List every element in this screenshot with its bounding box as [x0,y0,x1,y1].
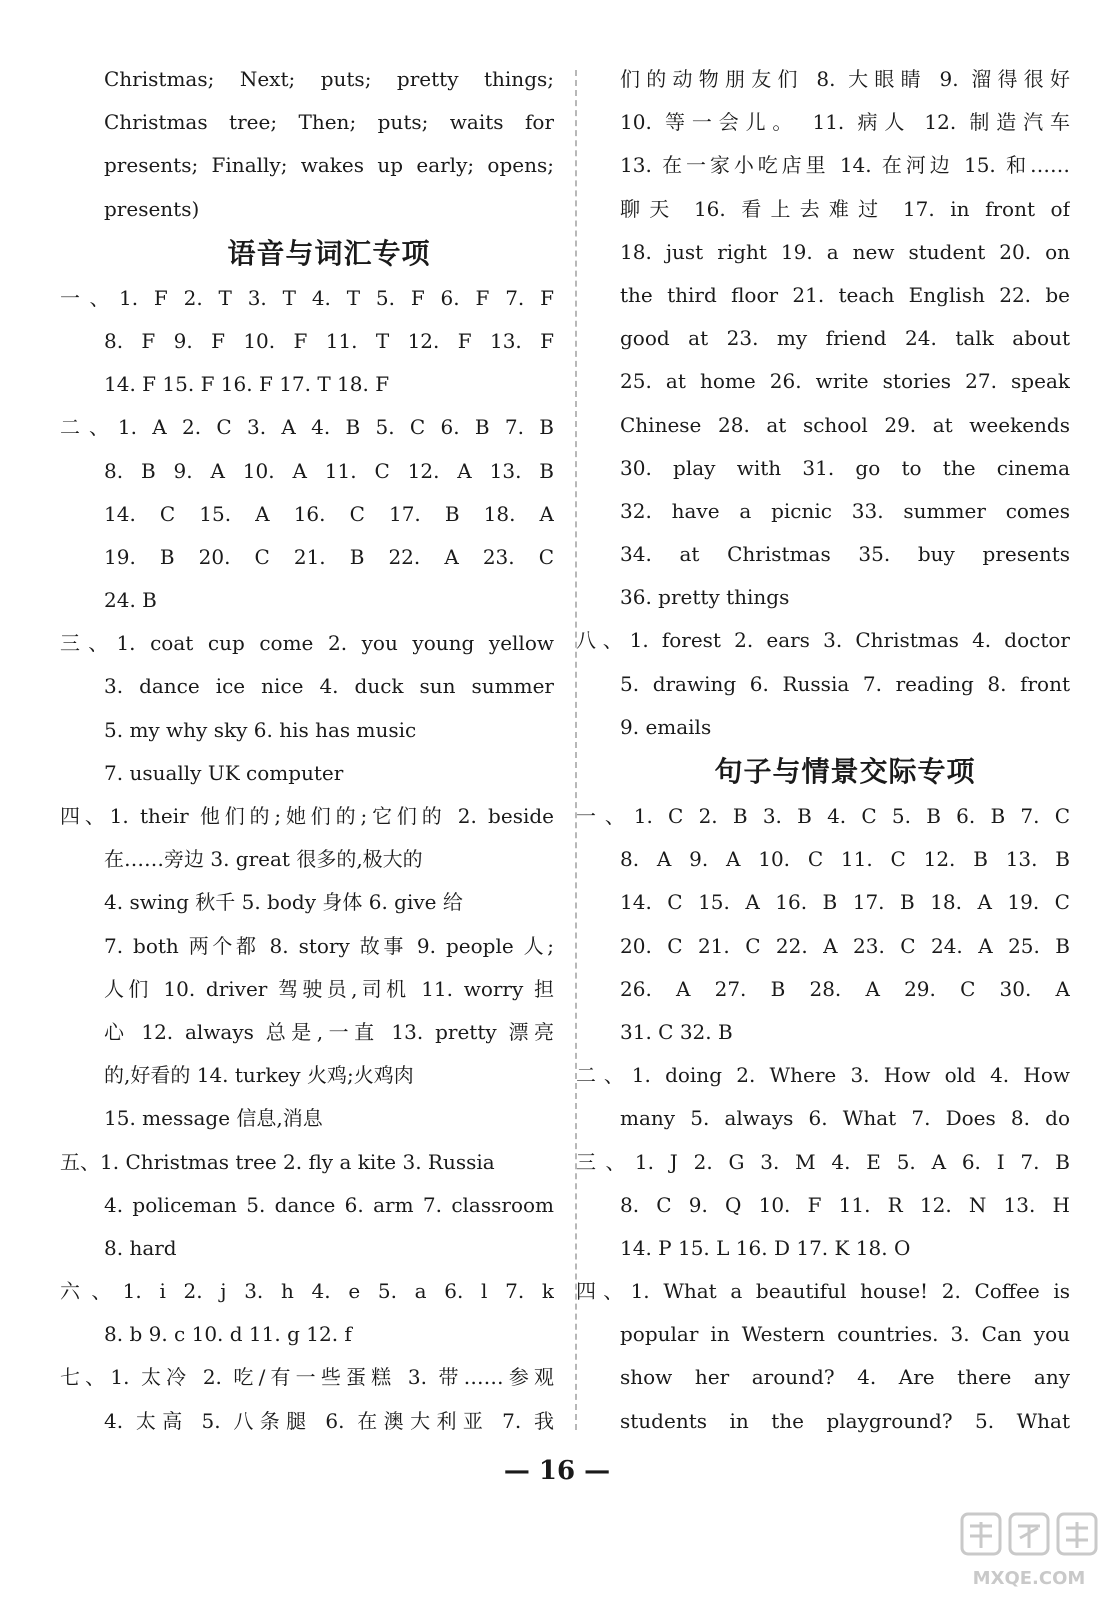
answer-line: 14. F 15. F 16. F 17. T 18. F [104,372,390,397]
answer-line: 14. C 15. A 16. C 17. B 18. A [104,501,554,526]
answer-line: 10. 等一会儿。 11. 病人 12. 制造汽车 [620,110,1070,135]
answer-line: many 5. always 6. What 7. Does 8. do [620,1106,1070,1131]
answer-line: 8. A 9. A 10. C 11. C 12. B 13. B [620,847,1070,872]
answer-line: 7. usually UK computer [104,760,344,785]
answer-line: 在……旁边 3. great 很多的,极大的 [104,847,423,872]
answer-line: 8. C 9. Q 10. F 11. R 12. N 13. H [620,1192,1070,1217]
answer-line: 4. swing 秋千 5. body 身体 6. give 给 [104,890,463,915]
answer-line: 34. at Christmas 35. buy presents [620,542,1070,567]
answer-line: 二、1. doing 2. Where 3. How old 4. How [576,1063,1070,1088]
answer-line: 14. P 15. L 16. D 17. K 18. O [620,1235,911,1260]
answer-line: 18. just right 19. a new student 20. on [620,239,1070,264]
answer-line: 心 12. always 总是,一直 13. pretty 漂亮 [104,1019,554,1044]
answer-line: 9. emails [620,714,712,739]
section-heading: 语音与词汇专项 [227,236,431,270]
answer-line: 3. dance ice nice 4. duck sun summer [104,674,554,699]
answer-line: 8. hard [104,1235,177,1260]
watermark-text: MXQE.COM [972,1568,1086,1589]
answer-line: presents; Finally; wakes up early; opens; [104,153,554,178]
answer-line: 13. 在一家小吃店里 14. 在河边 15. 和…… [620,153,1070,178]
answer-line: 5. my why sky 6. his has music [104,717,417,742]
answer-line: 二、1. A 2. C 3. A 4. B 5. C 6. B 7. B [60,415,554,440]
answer-line: popular in Western countries. 3. Can you [620,1322,1070,1347]
page-number: — 16 — [503,1456,611,1486]
answer-line: 25. at home 26. write stories 27. speak [620,369,1070,394]
answer-line: 八、1. forest 2. ears 3. Christmas 4. doctor [576,628,1070,653]
answer-line: presents) [104,196,200,221]
watermark-logo [954,1508,1104,1594]
answer-line: 5. drawing 6. Russia 7. reading 8. front [620,671,1070,696]
answer-line: 的,好看的 14. turkey 火鸡;火鸡肉 [104,1063,414,1088]
answer-line: 8. F 9. F 10. F 11. T 12. F 13. F [104,328,554,353]
answer-line: 30. play with 31. go to the cinema [620,455,1070,480]
answer-line: 三、1. J 2. G 3. M 4. E 5. A 6. I 7. B [576,1149,1070,1174]
answer-line: 4. policeman 5. dance 6. arm 7. classroom [104,1192,554,1217]
answer-line: 8. B 9. A 10. A 11. C 12. A 13. B [104,458,554,483]
answer-line: 8. b 9. c 10. d 11. g 12. f [104,1322,352,1347]
answer-line: 四、1. their 他们的;她们的;它们的 2. beside [60,804,554,828]
answer-line: 一、1. C 2. B 3. B 4. C 5. B 6. B 7. C [576,804,1070,828]
left-column [60,58,554,1443]
section-heading: 句子与情景交际专项 [714,755,976,788]
answer-line: good at 23. my friend 24. talk about [620,326,1070,351]
answer-line: show her around? 4. Are there any [620,1365,1070,1390]
answer-line: 三、1. coat cup come 2. you young yellow [60,631,554,656]
watermark-stamp-icon [962,1514,1096,1554]
answer-line: 19. B 20. C 21. B 22. A 23. C [104,544,554,569]
answer-line: 26. A 27. B 28. A 29. C 30. A [620,976,1070,1001]
answer-line: 31. C 32. B [620,1019,733,1044]
answer-line: students in the playground? 5. What [620,1408,1070,1433]
answer-line: 14. C 15. A 16. B 17. B 18. A 19. C [620,890,1070,915]
answer-line: 20. C 21. C 22. A 23. C 24. A 25. B [620,933,1070,958]
answer-line: 24. B [104,588,157,613]
answer-line: 五、1. Christmas tree 2. fly a kite 3. Russia [60,1149,495,1174]
answer-line: 人们 10. driver 驾驶员,司机 11. worry 担 [104,976,554,1001]
answer-line: 六、1. i 2. j 3. h 4. e 5. a 6. l 7. k [60,1279,554,1304]
answer-line: 一、1. F 2. T 3. T 4. T 5. F 6. F 7. F [60,285,554,310]
answer-line: 32. have a picnic 33. summer comes [620,498,1070,523]
answer-line: 7. both 两个都 8. story 故事 9. people 人; [104,933,554,958]
answer-line: 36. pretty things [620,585,790,610]
answer-line: 4. 太高 5. 八条腿 6. 在澳大利亚 7. 我 [104,1408,554,1433]
answer-line: Christmas tree; Then; puts; waits for [104,110,554,135]
answer-line: Chinese 28. at school 29. at weekends [620,412,1070,437]
right-column [576,58,1070,1443]
answer-line: the third floor 21. teach English 22. be [620,282,1070,307]
answer-line: 15. message 信息,消息 [104,1106,323,1131]
column-divider [575,70,577,1430]
answer-line: 们的动物朋友们 8. 大眼睛 9. 溜得很好 [620,67,1070,91]
answer-line: 聊天 16. 看上去难过 17. in front of [620,196,1070,221]
answer-line: Christmas; Next; puts; pretty things; [104,67,554,91]
answer-line: 七、1. 太冷 2. 吃/有一些蛋糕 3. 带……参观 [60,1365,554,1390]
answer-line: 四、1. What a beautiful house! 2. Coffee is [576,1279,1070,1304]
